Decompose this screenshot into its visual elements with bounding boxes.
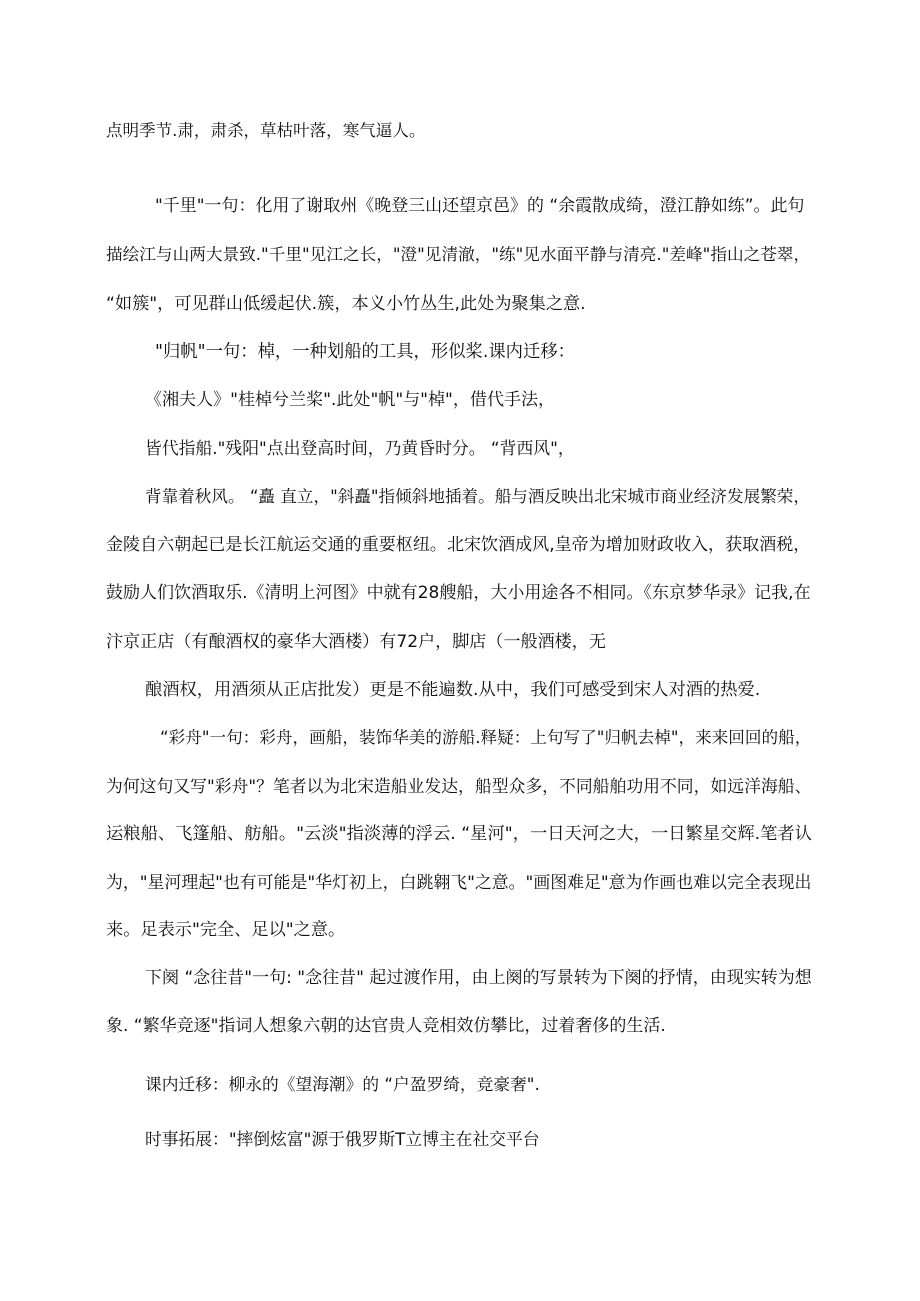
text-line: 来。足表示"完全、足以"之意。 [106,920,346,940]
text-line: 时事拓展："摔倒炫富"源于俄罗斯T立博主在社交平台 [145,1129,540,1149]
text-line: "归帆"一句：棹，一种划船的工具，形似桨.课内迁移： [155,342,575,362]
text-line: 《湘夫人》"桂棹兮兰桨".此处"帆"与"棹"，借代手法， [145,390,556,410]
text-line: 为何这句又写"彩舟"？笔者以为北宋造船业发达，船型众多，不同船舶功用不同，如远洋海船、 [106,776,812,796]
text-line: “如簇"，可见群山低缓起伏.簇，本义小竹丛生,此处为聚集之意. [106,294,586,314]
text-line: 课内迁移：柳永的《望海潮》的 “户盈罗绮，竞豪奢". [145,1074,540,1094]
text-line: 背靠着秋风。 “矗 直立，"斜矗"指倾斜地插着。船与酒反映出北宋城市商业经济发展繁荣， [145,487,810,506]
text-line: 象. “繁华竞逐"指词人想象六朝的达官贵人竞相效仿攀比，过着奢侈的生活. [106,1016,666,1036]
text-line: 点明季节.肃，肃杀，草枯叶落，寒气逼人。 [106,121,426,140]
text-line: “彩舟"一句：彩舟，画船，装饰华美的游船.释疑：上句写了"归帆去棹"，来来回回的船， [160,728,812,747]
text-line: "千里"一句：化用了谢取州《晚登三山还望京邑》的 “余霞散成绮，澄江静如练”。此句 [155,196,805,216]
text-line: 运粮船、飞篷船、舫船。"云淡"指淡薄的浮云. “星河"，一日天河之大，一日繁星交辉.笔者认 [106,824,812,844]
text-line: 皆代指船."残阳"点出登高时间，乃黄昏时分。 “背西风"， [145,438,575,458]
text-line: 为，"星河理起"也有可能是"华灯初上，白跳翱飞"之意。"画图难足"意为作画也难以完全表现出 [106,872,812,892]
text-line: 鼓励人们饮酒取乐.《清明上河图》中就有28艘船，大小用途各不相同。《东京梦华录》记我,在 [106,583,811,603]
text-line: 下阕 “念往昔"一句: "念往昔" 起过渡作用，由上阕的写景转为下阕的抒情，由现实转为想 [145,968,812,988]
text-line: 汴京正店（有酿酒权的豪华大酒楼）有72户，脚店（一般酒楼，无 [106,632,606,652]
text-line: 金陵自六朝起已是长江航运交通的重要枢纽。北宋饮酒成风,皇帝为增加财政收入，获取酒税， [106,535,811,555]
text-line: 酿酒权，用酒须从正店批发）更是不能遍数.从中，我们可感受到宋人对酒的热爱. [145,680,761,700]
text-line: 描绘江与山两大景致."千里"见江之长，"澄"见清澈，"练"见水面平静与清亮."差峰"指山之苍翠， [106,245,811,264]
